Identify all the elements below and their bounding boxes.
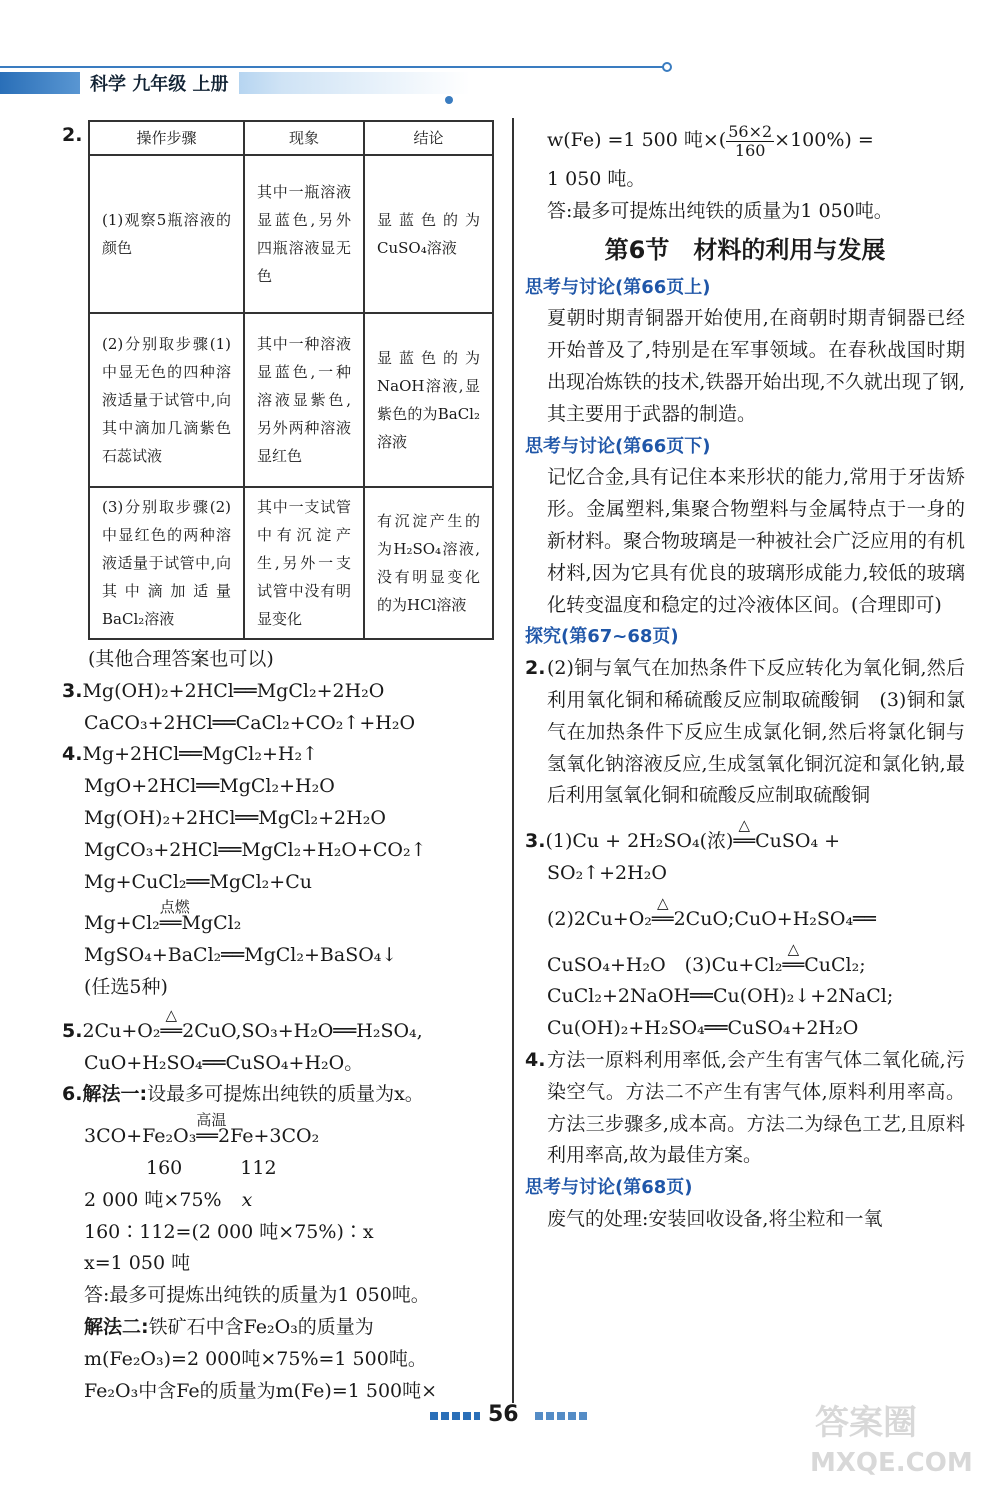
- equation-right: 2CuO;CuO+H₂SO₄══: [673, 907, 876, 930]
- q6-intro: 设最多可提炼出纯铁的质量为x。: [147, 1083, 424, 1106]
- molar-mass-row: [62, 1153, 502, 1185]
- q3-number: 3.: [62, 679, 83, 702]
- table-cell: 显蓝色的为NaOH溶液,显紫色的为BaCl₂溶液: [364, 313, 493, 487]
- equation: MgO+2HCl══MgCl₂+H₂O: [84, 775, 335, 798]
- equation-right: MgCl₂: [181, 912, 242, 935]
- e2-text: (2)铜与氧气在加热条件下反应转化为氧化铜,然后利用氧化铜和稀硫酸反应制取硫酸铜 (3)铜和氯气在加热条件下反应生成氯化铜,然后将氯化铜与氢氧化钠溶液反应,生成氢氧化铜沉淀和氯化钠,最后利用氢氧化铜和硫酸反应制取硫酸铜: [547, 657, 965, 807]
- equation: Mg+2HCl══MgCl₂+H₂↑: [82, 743, 319, 766]
- header-small-dot-icon: [445, 96, 453, 104]
- q5-number: 5.: [62, 1019, 83, 1042]
- method2-text: m(Fe₂O₃)=2 000吨×75%=1 500吨。: [84, 1347, 427, 1370]
- method2-text: Fe₂O₃中含Fe的质量为m(Fe)=1 500吨×: [84, 1379, 438, 1402]
- equation: SO₂↑+2H₂O: [547, 861, 667, 884]
- left-column: [62, 120, 502, 1407]
- method-label: 解法一:: [82, 1083, 148, 1106]
- equation: CuO+H₂SO₄══CuSO₄+H₂O。: [84, 1051, 364, 1074]
- explore-heading: 探究(第67~68页): [525, 626, 679, 648]
- q2-block: [62, 120, 502, 640]
- discussion-heading: 思考与讨论(第66页上): [525, 276, 711, 298]
- wfe-right: ×100%) =: [774, 129, 874, 151]
- header-dot-icon: [662, 62, 672, 72]
- table-cell: (1)观察5瓶溶液的颜色: [89, 155, 244, 313]
- equation-left: CuSO₄+H₂O (3)Cu+Cl₂: [547, 953, 783, 976]
- wfe-left: w(Fe) =1 500 吨×(: [547, 129, 727, 151]
- table-header-row: [89, 121, 493, 155]
- table-header: 操作步骤: [89, 121, 244, 155]
- table-cell: 有沉淀产生的为H₂SO₄溶液,没有明显变化的为HCl溶液: [364, 487, 493, 639]
- wfe-result: 1 050 吨。: [547, 168, 646, 190]
- right-column: [525, 120, 965, 1236]
- molar-mass: 160: [146, 1156, 183, 1179]
- equation-left: 3CO+Fe₂O₃: [84, 1125, 197, 1148]
- discussion-text: 废气的处理:安装回收设备,将尘粒和一氧: [547, 1207, 883, 1230]
- equation: Mg(OH)₂+2HCl══MgCl₂+2H₂O: [84, 806, 386, 829]
- equation-heat: [525, 893, 965, 936]
- table-cell: 其中一支试管中有沉淀产生,另外一支试管中没有明显变化: [244, 487, 364, 639]
- q5-line: [62, 1005, 502, 1048]
- table-row: [89, 313, 493, 487]
- wfe-line: [525, 116, 965, 164]
- result: x=1 050 吨: [84, 1252, 191, 1275]
- reaction-arrow: 高温 ══: [196, 1121, 218, 1153]
- equation: MgSO₄+BaCl₂══MgCl₂+BaSO₄↓: [84, 944, 398, 967]
- q4-line: [62, 739, 502, 771]
- table-row: [89, 155, 493, 313]
- reaction-condition: △: [787, 939, 800, 958]
- equation-left: 2Cu+O₂: [82, 1019, 161, 1042]
- q4-number: 4.: [62, 743, 83, 766]
- equation-right: CuSO₄ +: [755, 830, 841, 853]
- e4-number: 4.: [525, 1048, 546, 1071]
- section-title: 第6节 材料的利用与发展: [604, 235, 886, 264]
- reaction-condition: △: [738, 816, 751, 835]
- equation: MgCO₃+2HCl══MgCl₂+H₂O+CO₂↑: [84, 838, 427, 861]
- equation: CaCO₃+2HCl══CaCl₂+CO₂↑+H₂O: [84, 711, 416, 734]
- equation-left: (2)2Cu+O₂: [547, 907, 652, 930]
- equation-left: Mg+Cl₂: [84, 912, 160, 935]
- answer: 答:最多可提炼出纯铁的质量为1 050吨。: [84, 1284, 430, 1307]
- footer-decoration: [430, 1412, 480, 1420]
- e3-line: [525, 816, 965, 858]
- given-row: [62, 1185, 502, 1217]
- equation-right: 2Fe+3CO₂: [218, 1125, 320, 1148]
- discussion-heading: 思考与讨论(第66页下): [525, 435, 711, 457]
- reaction-condition: △: [656, 893, 669, 912]
- e3-number: 3.: [525, 830, 546, 853]
- table-row: [89, 487, 493, 639]
- reaction-condition: 高温: [196, 1111, 227, 1130]
- discussion-text: 记忆合金,具有记住本来形状的能力,常用于牙齿矫形。金属塑料,集聚合物塑料与金属特点于一身的新材料。聚合物玻璃是一种被社会广泛应用的有机材料,因为它具有优良的玻璃形成能力,较低的玻璃化转变温度和稳定的过冷液体区间。(合理即可): [547, 466, 966, 616]
- column-divider: [512, 118, 514, 1403]
- method2-text: 铁矿石中含Fe₂O₃的质量为: [148, 1315, 374, 1338]
- method-label: 解法二:: [84, 1315, 149, 1338]
- equation: Mg(OH)₂+2HCl══MgCl₂+2H₂O: [82, 679, 385, 702]
- equation-right: CuCl₂;: [804, 953, 866, 976]
- table-header: 结论: [364, 121, 493, 155]
- given-mass: 2 000 吨×75%: [84, 1188, 222, 1211]
- reaction-arrow: △ ══: [783, 950, 805, 982]
- reaction-arrow: △ ══: [652, 904, 674, 936]
- equation-ignite: [62, 898, 502, 940]
- table-cell: (2)分别取步骤(1)中显无色的四种溶液适量于试管中,向其中滴加几滴紫色石蕊试液: [89, 313, 244, 487]
- e2-block: [525, 653, 965, 812]
- equation: Mg+CuCl₂══MgCl₂+Cu: [84, 870, 312, 893]
- reaction-arrow: △ ══: [733, 826, 755, 858]
- fraction-numerator: 56×2: [728, 121, 773, 141]
- q2-number: 2.: [62, 124, 83, 146]
- wfe-answer: 答:最多可提炼出纯铁的质量为1 050吨。: [547, 199, 893, 222]
- q3-line: [62, 676, 502, 708]
- equation-heat: [525, 939, 965, 982]
- operations-table: [88, 120, 494, 640]
- table-cell: 其中一种溶液显蓝色,一种溶液显紫色,另外两种溶液显红色: [244, 313, 364, 487]
- page-number: 56: [488, 1402, 519, 1427]
- footer-decoration: [535, 1412, 590, 1420]
- reaction-arrow: △ ══: [160, 1016, 182, 1048]
- e2-number: 2.: [525, 657, 546, 680]
- reaction-condition: △: [165, 1005, 178, 1024]
- q6-number: 6.: [62, 1083, 83, 1106]
- fraction: [726, 123, 774, 160]
- molar-mass: 112: [240, 1156, 277, 1179]
- table-cell: 其中一瓶溶液显蓝色,另外四瓶溶液显无色: [244, 155, 364, 313]
- e4-block: [525, 1045, 965, 1172]
- discussion-heading: 思考与讨论(第68页): [525, 1177, 693, 1199]
- fraction-denominator: 160: [734, 140, 766, 160]
- reaction-condition: 点燃: [159, 898, 190, 917]
- q6-line: [62, 1079, 502, 1111]
- equation: Cu(OH)₂+H₂SO₄══CuSO₄+2H₂O: [547, 1017, 859, 1040]
- equation-left: (1)Cu + 2H₂SO₄(浓): [545, 830, 734, 853]
- note-other: (其他合理答案也可以): [88, 648, 274, 670]
- ratio: 160∶112=(2 000 吨×75%)∶x: [84, 1220, 374, 1243]
- header-title: 科学 九年级 上册: [80, 70, 239, 96]
- page-header: [0, 62, 680, 104]
- equation-right: 2CuO,SO₃+H₂O══H₂SO₄,: [182, 1019, 423, 1042]
- q4-note: (任选5种): [84, 975, 168, 998]
- table-cell: (3)分别取步骤(2)中显红色的两种溶液适量于试管中,向其中滴加适量BaCl₂溶液: [89, 487, 244, 639]
- equation: CuCl₂+2NaOH══Cu(OH)₂↓+2NaCl;: [547, 985, 894, 1008]
- reaction-arrow: 点燃 ══: [160, 908, 182, 940]
- method2-line: [62, 1312, 502, 1344]
- q6-equation: [62, 1111, 502, 1153]
- watermark-url: MXQE.COM: [810, 1448, 973, 1478]
- watermark-logo: 答案圈: [815, 1403, 917, 1443]
- table-cell: 显蓝色的为CuSO₄溶液: [364, 155, 493, 313]
- e4-text: 方法一原料利用率低,会产生有害气体二氧化硫,污染空气。方法二不产生有害气体,原料利用率高。方法三步骤多,成本高。方法二为绿色工艺,且原料利用率高,故为最佳方案。: [547, 1048, 965, 1167]
- table-header: 现象: [244, 121, 364, 155]
- header-rule: [0, 66, 665, 68]
- discussion-text: 夏朝时期青铜器开始使用,在商朝时期青铜器已经开始普及了,特别是在军事领域。在春秋战国时期出现冶炼铁的技术,铁器开始出现,不久就出现了钢,其主要用于武器的制造。: [547, 307, 965, 425]
- unknown-x: x: [241, 1188, 253, 1211]
